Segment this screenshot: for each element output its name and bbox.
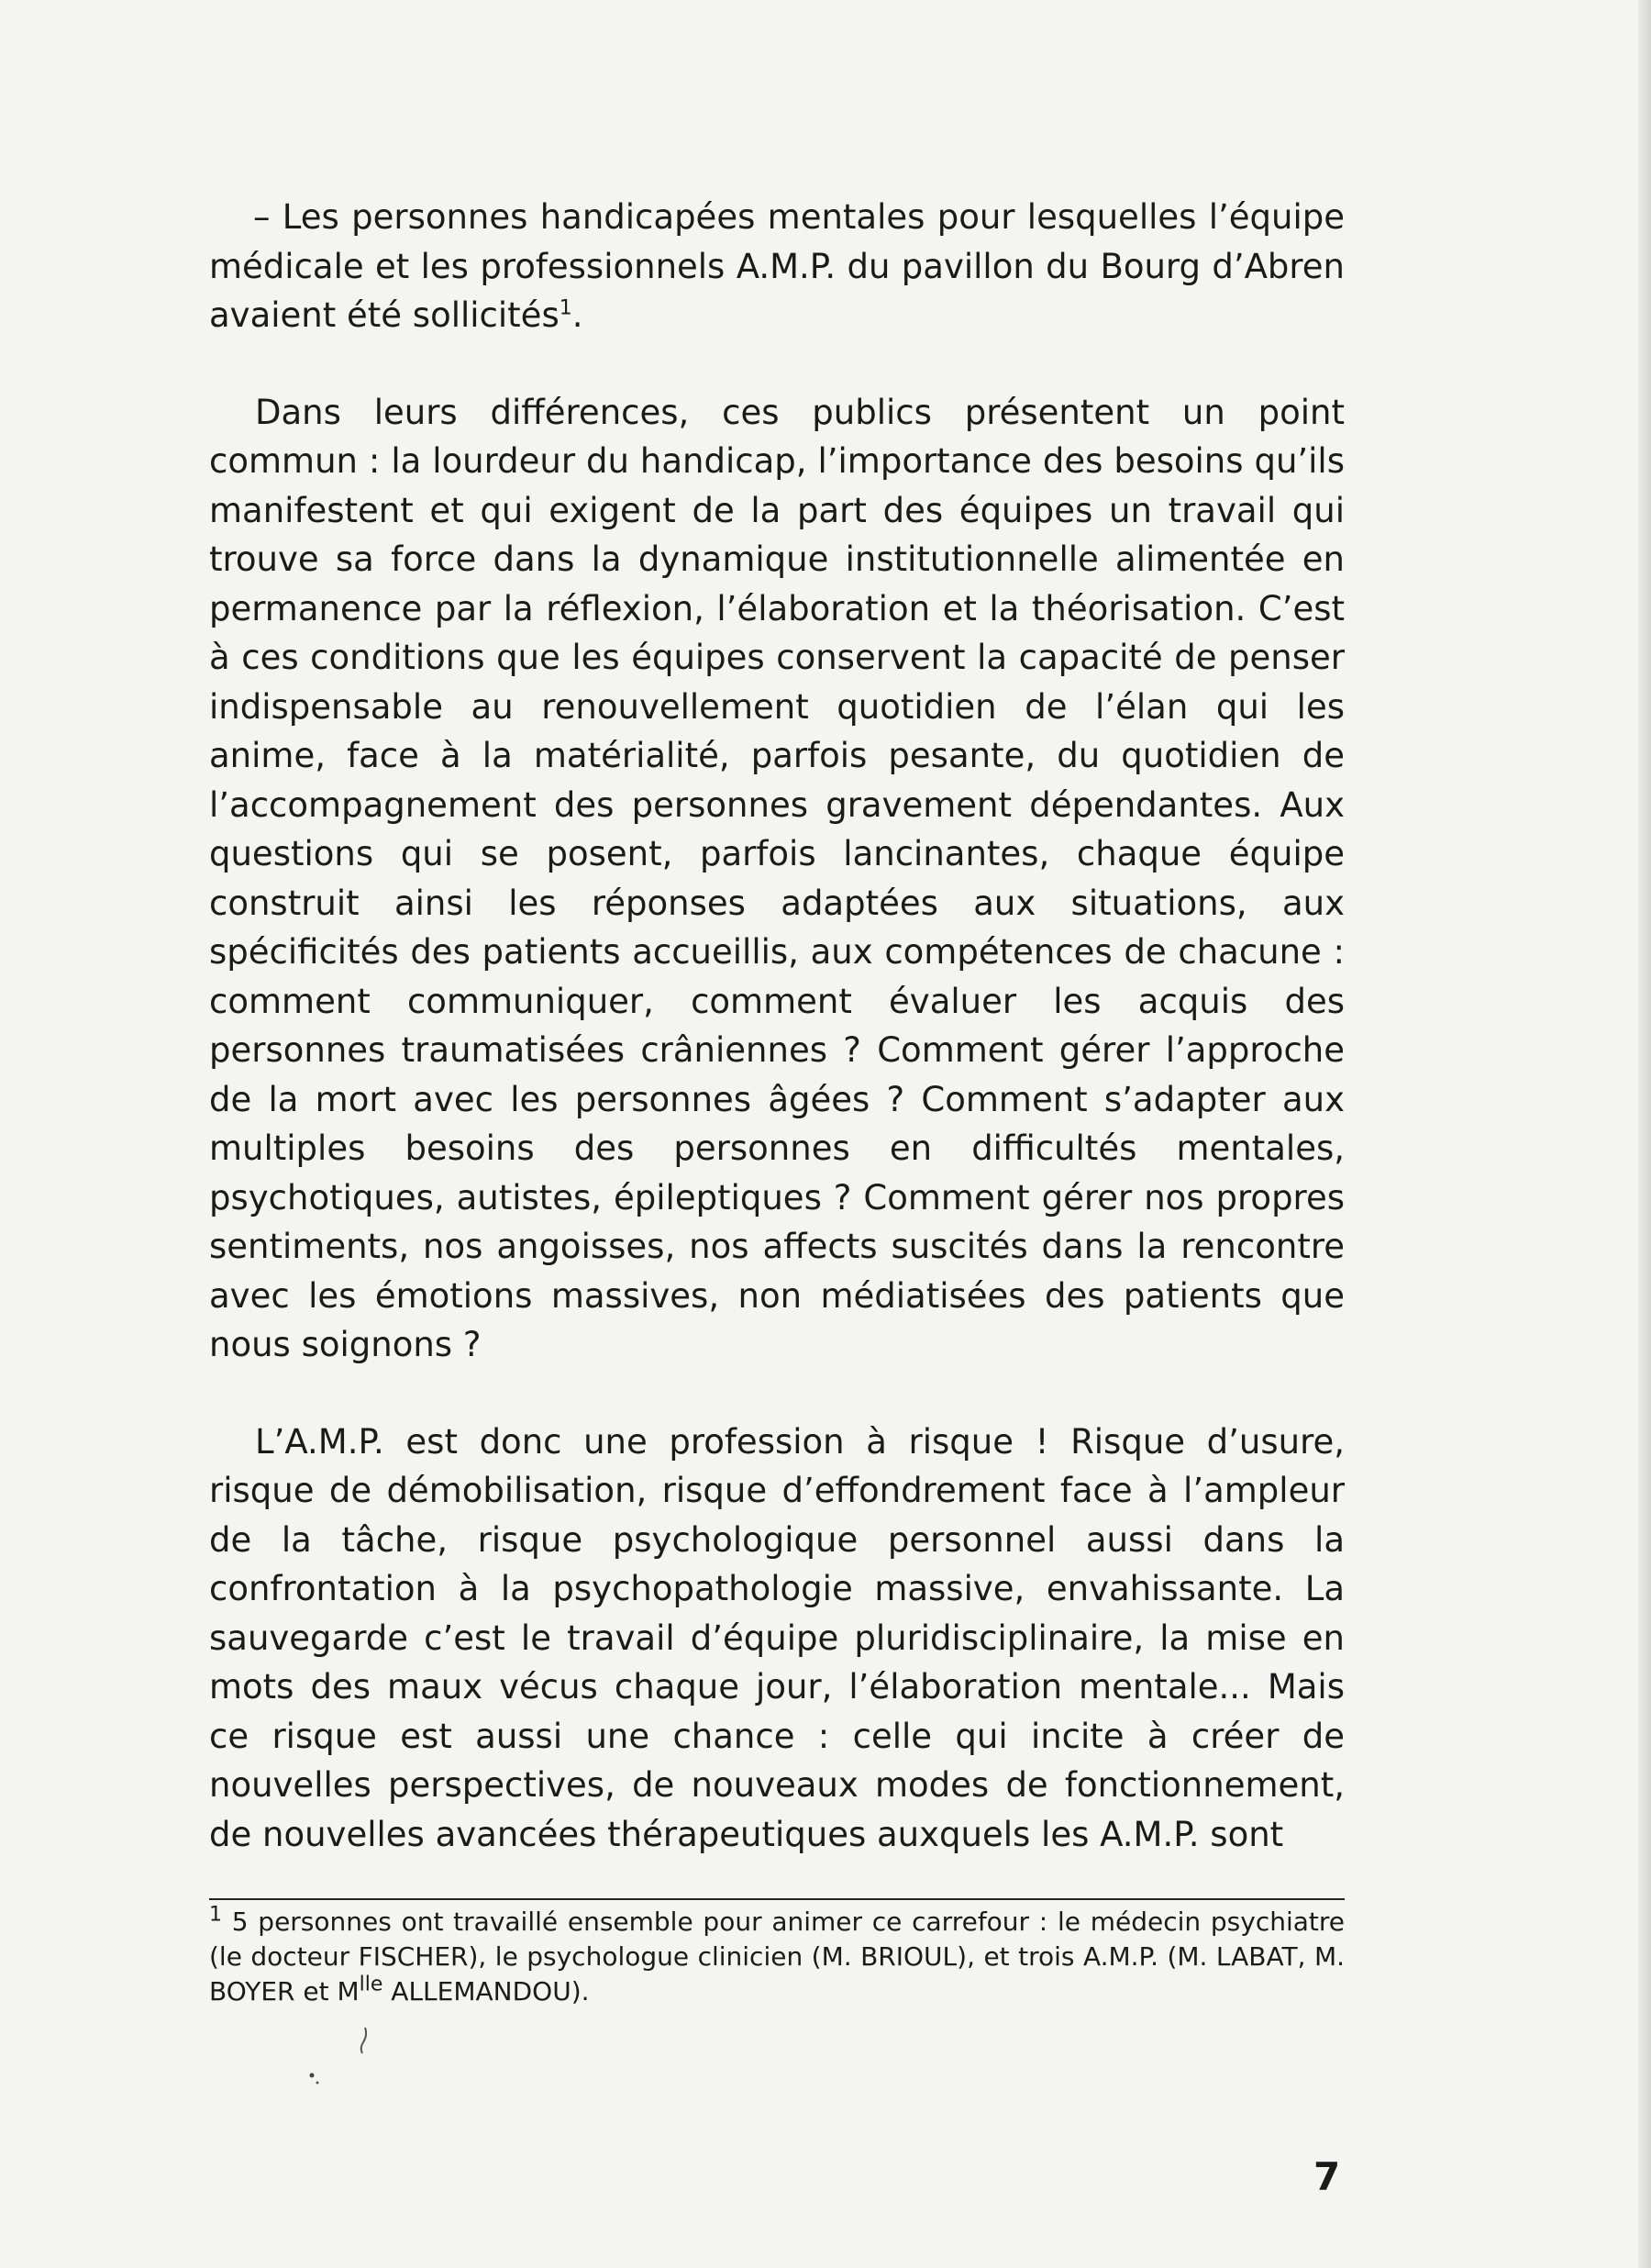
scan-specks xyxy=(294,2018,404,2110)
paragraph-1-tail: . xyxy=(571,295,583,335)
footnote-text: 5 personnes ont travaillé ensemble pour animer ce carrefour : le médecin psychiatre (le docteur FISCHER), le psychologue clinicien (M. BRIOUL), et trois A.M.P. (M. LABAT, M. BOYER et M xyxy=(209,1907,1345,2007)
page-edge-shadow xyxy=(1638,0,1651,2268)
footnote xyxy=(209,1905,1345,2009)
footnote-text-end: ALLEMANDOU). xyxy=(382,1976,590,2007)
footnote-marker: 1 xyxy=(209,1903,222,1927)
paragraph-1 xyxy=(209,193,1345,340)
paragraph-2: Dans leurs différences, ces publics présentent un point commun : la lourdeur du handicap, l’importance des besoins qu’ils manifestent et qui exigent de la part des équipes un travail qui trouve sa force dans la dynamique institutionnelle alimentée en permanence par la réflexion, l’élaboration et la théorisation. C’est à ces conditions que les équipes conservent la capacité de penser indispensable au renouvellement quotidien de l’élan qui les anime, face à la matérialité, parfois pesante, du quotidien de l’accompagnement des personnes gravement dépendantes. Aux questions qui se posent, parfois lancinantes, chaque équipe construit ainsi les réponses adaptées aux situations, aux spécificités des patients accueillis, aux compétences de chacune : comment communiquer, comment évaluer les acquis des personnes traumatisées crâniennes ? Comment gérer l’approche de la mort avec les personnes âgées ? Comment s’adapter aux multiples besoins des personnes en difficultés mentales, psychotiques, autistes, épileptiques ? Comment gérer nos propres sentiments, nos angoisses, nos affects suscités dans la rencontre avec les émotions massives, non médiatisées des patients que nous soignons ? xyxy=(209,392,1345,1364)
body-text xyxy=(209,193,1345,1859)
paragraph-3: L’A.M.P. est donc une profession à risque ! Risque d’usure, risque de démobilisation, risque d’effondrement face à l’ampleur de la tâche, risque psychologique personnel aussi dans la confrontation à la psychopathologie massive, envahissante. La sauvegarde c’est le travail d’équipe pluridisciplinaire, la mise en mots des maux vécus chaque jour, l’élaboration mentale... Mais ce risque est aussi une chance : celle qui incite à créer de nouvelles perspectives, de nouveaux modes de fonctionnement, de nouvelles avancées thérapeutiques auxquels les A.M.P. sont xyxy=(209,1421,1345,1854)
page-number: 7 xyxy=(1313,2154,1341,2199)
paragraph-1-text: – Les personnes handicapées mentales pour lesquelles l’équipe médicale et les professionnels A.M.P. du pavillon du Bourg d’Abren avaient été sollicités xyxy=(209,197,1345,335)
footnote-superscript: lle xyxy=(359,1973,383,1996)
footnote-reference[interactable]: 1 xyxy=(559,296,572,320)
footnote-separator xyxy=(209,1898,1345,1900)
